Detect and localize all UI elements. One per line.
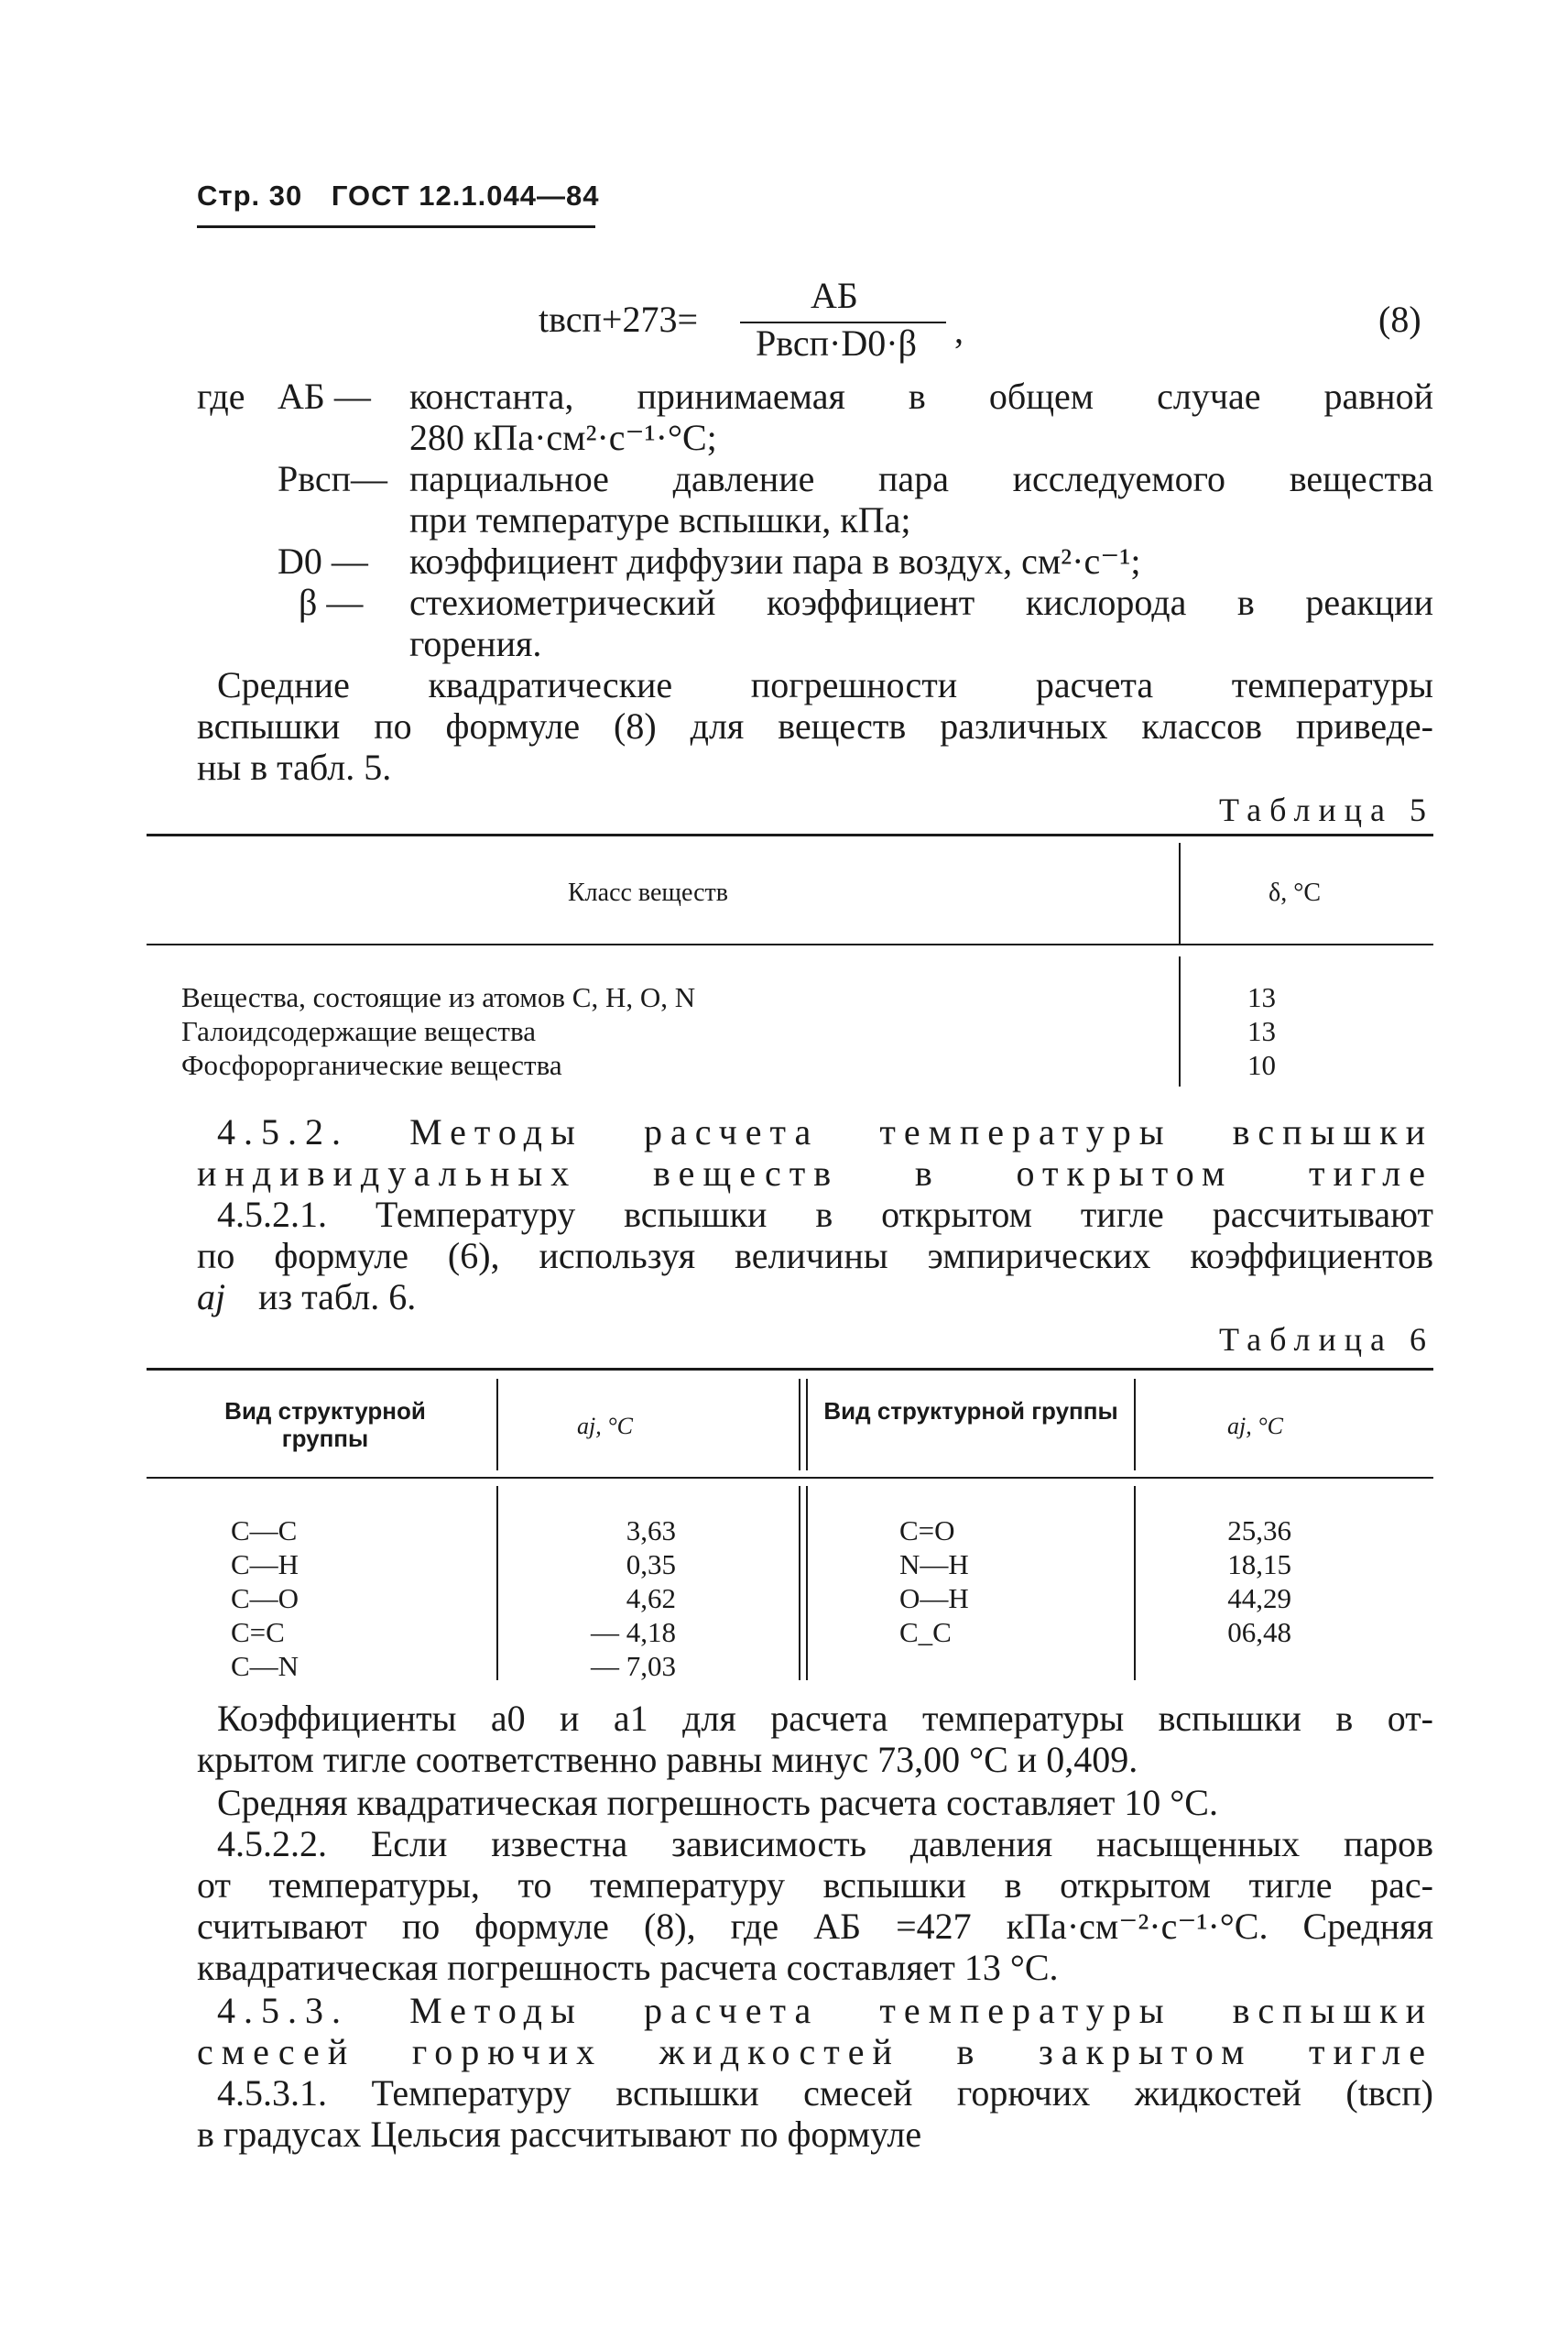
paragraph-line: Средние квадратические погрешности расчета температуры (217, 664, 1433, 705)
paragraph-line: квадратическая погрешность расчета составляет 13 °C. (197, 1947, 1059, 1988)
table6-divider (806, 1379, 808, 1470)
table5-header-divider (1179, 843, 1181, 945)
table5-class-cell: Вещества, состоящие из атомов С, Н, О, N (181, 981, 696, 1013)
def-line: парциальное давление пара исследуемого вещества (409, 458, 1433, 499)
paragraph-line: 4.5.2.2. Если известна зависимость давления насыщенных паров (217, 1823, 1433, 1864)
table6-divider (496, 1379, 498, 1470)
section-4-5-2-title-cont: индивидуальных веществ в открытом тигле (197, 1153, 1433, 1194)
table6-group-cell: С=С (231, 1616, 285, 1648)
table6-divider (799, 1379, 800, 1470)
table5-class-cell: Фосфорорганические вещества (181, 1049, 562, 1081)
table5-header-class: Класс веществ (568, 879, 728, 907)
table6-group-cell: С—N (231, 1650, 299, 1682)
def-symbol-ab: AБ — (278, 376, 371, 417)
table6-value-cell: 18,15 (1227, 1548, 1291, 1580)
def-line: при температуре вспышки, кПа; (409, 499, 911, 541)
table6-value-cell: 0,35 (626, 1548, 676, 1580)
def-line: 280 кПа·см²·с⁻¹·°C; (409, 417, 717, 458)
section-4-5-3-title: 4.5.3. Методы расчета температуры вспышки (217, 1990, 1433, 2031)
table5-header-delta: δ, °C (1269, 879, 1322, 907)
table6-header-group: Вид структурной группы (224, 1397, 426, 1452)
page-header (197, 180, 619, 213)
table6-divider (1134, 1486, 1136, 1680)
formula-comma: , (954, 310, 964, 351)
paragraph-line: ны в табл. 5. (197, 747, 392, 788)
table5-top-rule (147, 834, 1433, 836)
paragraph-line: в градусах Цельсия рассчитывают по формуле (197, 2114, 922, 2155)
table6-group-cell: С_С (899, 1616, 952, 1648)
def-line: коэффициент диффузии пара в воздух, см²·с⁻¹; (409, 541, 1141, 582)
table5-class-cell: Галоидсодержащие вещества (181, 1015, 536, 1047)
table6-group-cell: С—О (231, 1582, 299, 1614)
section-4-5-3-title-cont: смесей горючих жидкостей в закрытом тигле (197, 2031, 1433, 2072)
formula-denominator: Pвсп·D0·β (756, 322, 917, 364)
table5-value-cell: 10 (1247, 1049, 1276, 1081)
table6-group-cell: N—Н (899, 1548, 969, 1580)
paragraph-line: 4.5.2.1. Температуру вспышки в открытом тигле рассчитывают (217, 1194, 1433, 1235)
paragraph-line: по формуле (6), используя величины эмпирических коэффициентов (197, 1235, 1433, 1276)
paragraph-line: Коэффициенты a0 и a1 для расчета температуры вспышки в от- (217, 1698, 1433, 1739)
paragraph-line: крытом тигле соответственно равны минус 73,00 °C и 0,409. (197, 1739, 1138, 1780)
paragraph-line: Средняя квадратическая погрешность расчета составляет 10 °C. (217, 1782, 1218, 1823)
def-symbol-beta: β — (299, 582, 364, 623)
table6-top-rule (147, 1368, 1433, 1371)
paragraph-line: считывают по формуле (8), где AБ =427 кПа·см⁻²·с⁻¹·°C. Средняя (197, 1906, 1433, 1947)
symbol-aj: aj (197, 1276, 226, 1317)
def-line: константа, принимаемая в общем случае равной (409, 376, 1433, 417)
def-line: стехиометрический коэффициент кислорода в реакции (409, 582, 1433, 623)
table6-group-cell: О—Н (899, 1582, 969, 1614)
header-rule (197, 225, 595, 228)
table6-header-aj: aj, °C (577, 1413, 633, 1439)
table6-value-cell: 3,63 (626, 1514, 676, 1546)
paragraph-line: от температуры, то температуру вспышки в открытом тигле рас- (197, 1864, 1433, 1906)
table6-divider (806, 1486, 808, 1680)
table6-header-group: Вид структурной группы (823, 1397, 1118, 1425)
table6-value-cell: 25,36 (1227, 1514, 1291, 1546)
table5-header-rule (147, 944, 1433, 945)
where-intro: где (197, 376, 245, 417)
table6-value-cell: 4,62 (626, 1582, 676, 1614)
formula-lhs: tвсп+273= (539, 299, 699, 340)
table6-group-cell: С—С (231, 1514, 298, 1546)
table5-value-cell: 13 (1247, 981, 1276, 1013)
table6-divider (496, 1486, 498, 1680)
table6-group-cell: С=О (899, 1514, 955, 1546)
def-symbol-d0: D0 — (278, 541, 368, 582)
table6-group-cell: С—Н (231, 1548, 299, 1580)
table5-caption: Таблица 5 (1219, 792, 1434, 828)
formula-number: (8) (1378, 299, 1421, 340)
table6-divider (799, 1486, 800, 1680)
formula-numerator: AБ (811, 275, 858, 316)
table6-caption: Таблица 6 (1219, 1321, 1434, 1358)
table6-value-cell: 06,48 (1227, 1616, 1291, 1648)
table6-value-cell: 44,29 (1227, 1582, 1291, 1614)
paragraph-line: 4.5.3.1. Температуру вспышки смесей горючих жидкостей (tвсп) (217, 2072, 1433, 2114)
table6-value-cell: — 4,18 (591, 1616, 676, 1648)
table6-header-aj: aj, °C (1227, 1413, 1283, 1439)
page-number: Стр. 30 (197, 180, 303, 212)
def-line: горения. (409, 623, 542, 664)
table6-value-cell: — 7,03 (591, 1650, 676, 1682)
section-4-5-2-title: 4.5.2. Методы расчета температуры вспышки (217, 1111, 1433, 1153)
paragraph-line: из табл. 6. (258, 1276, 417, 1317)
table5-body-divider (1179, 956, 1181, 1087)
table6-divider (1134, 1379, 1136, 1470)
paragraph-line: вспышки по формуле (8) для веществ различных классов приведе- (197, 705, 1433, 747)
standard-code: ГОСТ 12.1.044—84 (331, 180, 600, 212)
def-symbol-pvsp: Pвсп— (278, 458, 388, 499)
table5-value-cell: 13 (1247, 1015, 1276, 1047)
table6-header-rule (147, 1477, 1433, 1479)
